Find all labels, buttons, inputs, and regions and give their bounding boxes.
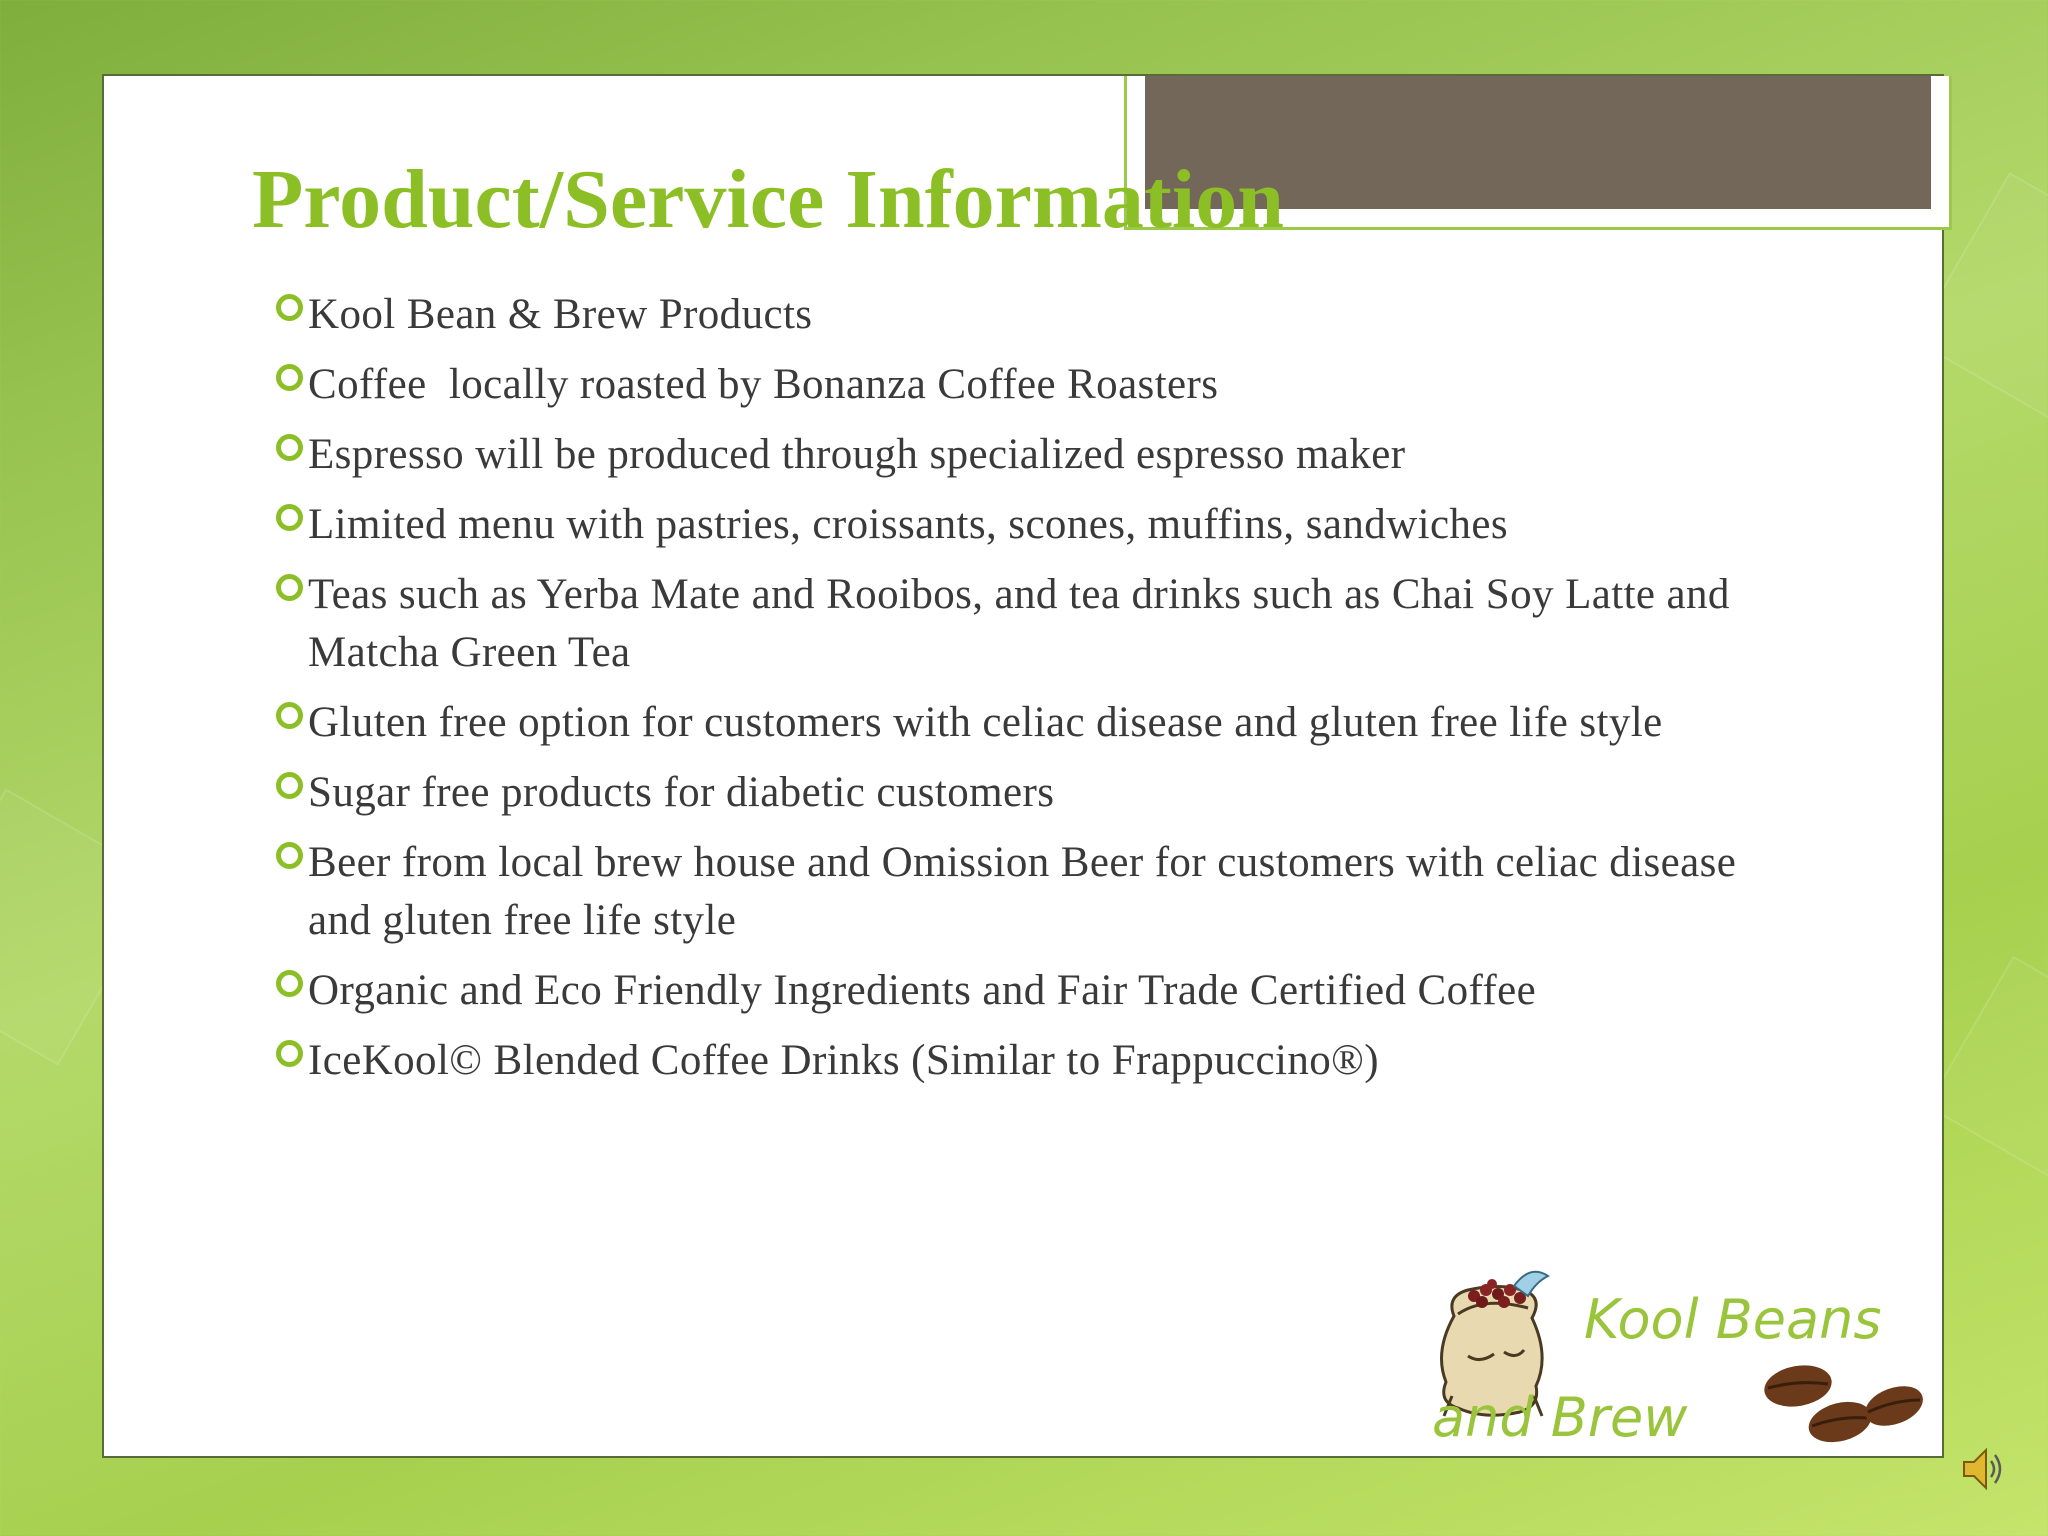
bullet-text: Beer from local brew house and Omission Beer for customers with celiac disease and gluten free life style [308, 839, 1737, 944]
logo-line1: Kool Beans [1584, 1288, 1882, 1351]
bullet-text: Kool Bean & Brew Products [308, 291, 813, 338]
bullet-item [276, 286, 1746, 344]
bullet-item [276, 356, 1746, 414]
bullet-item [276, 962, 1746, 1020]
bullet-item [276, 496, 1746, 554]
bullet-item [276, 694, 1746, 752]
bullet-list [276, 286, 1746, 1102]
bullet-text: Coffee locally roasted by Bonanza Coffee Roasters [308, 361, 1219, 408]
ring-bullet-icon [276, 970, 303, 997]
coffee-beans-icon [1761, 1360, 1928, 1448]
bullet-item [276, 1032, 1746, 1090]
bullet-text: Organic and Eco Friendly Ingredients and Fair Trade Certified Coffee [308, 967, 1537, 1014]
bullet-item [276, 426, 1746, 484]
bullet-text: Espresso will be produced through specialized espresso maker [308, 431, 1406, 478]
ring-bullet-icon [276, 1040, 303, 1067]
ring-bullet-icon [276, 364, 303, 391]
ring-bullet-icon [276, 772, 303, 799]
bullet-item [276, 834, 1746, 950]
background-shape [1926, 956, 2048, 1179]
logo-line2: and Brew [1432, 1386, 1688, 1449]
bullet-text: Sugar free products for diabetic customers [308, 769, 1055, 816]
bullet-text: Gluten free option for customers with celiac disease and gluten free life style [308, 699, 1663, 746]
company-logo [1424, 1256, 1944, 1452]
ring-bullet-icon [276, 294, 303, 321]
bullet-text: Teas such as Yerba Mate and Rooibos, and tea drinks such as Chai Soy Latte and Matcha Green Tea [308, 571, 1730, 676]
bullet-item [276, 764, 1746, 822]
bullet-text: IceKool© Blended Coffee Drinks (Similar to Frappuccino®) [308, 1037, 1379, 1084]
bullet-text: Limited menu with pastries, croissants, scones, muffins, sandwiches [308, 501, 1508, 548]
ring-bullet-icon [276, 702, 303, 729]
speaker-icon[interactable] [1960, 1444, 2004, 1494]
ring-bullet-icon [276, 434, 303, 461]
page-title: Product/Service Information [252, 153, 1284, 246]
ring-bullet-icon [276, 842, 303, 869]
ring-bullet-icon [276, 574, 303, 601]
ring-bullet-icon [276, 504, 303, 531]
bullet-item [276, 566, 1746, 682]
